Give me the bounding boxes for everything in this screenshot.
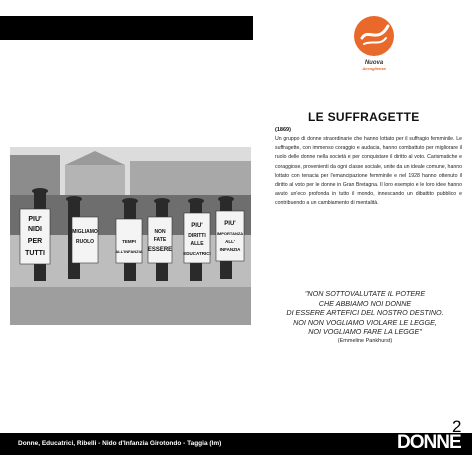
svg-text:INFANZIA: INFANZIA [219, 247, 241, 252]
donne-brand-logo: DONNE [397, 432, 461, 453]
pankhurst-quote [265, 289, 465, 347]
svg-text:PIU': PIU' [224, 221, 236, 227]
svg-text:ESSERE: ESSERE [147, 247, 173, 253]
svg-text:EDUCATRICI: EDUCATRICI [183, 251, 211, 256]
header-bar [0, 16, 253, 40]
quote-line: NOI VOGLIAMO FARE LA LEGGE" [308, 327, 422, 337]
protest-photo-illustration [10, 147, 251, 325]
logo-emblem-icon [348, 14, 400, 60]
quote-line: "NON SOTTOVALUTATE IL POTERE [304, 289, 426, 298]
article-body: Un gruppo di donne straordinarie che hanno lottato per il suffragio femminile. Le suffragette, con immenso coraggio e audacia, hanno combattuto per migliorare il ruolo delle donne nella società e per conquistare il diritto al voto. Carismatiche e coraggiose, provenienti da ogni classe sociale, unite da un ideale comune, hanno lottato con tenacia per l'emancipazione femminile e nel 1928 hanno ottenuto il diritto al voto per le donne in Gran Bretagna. Il loro esempio e le loro idee hanno avuto un'eco profonda in tutto il mondo, innescando un dibattito pubblico e contribuendo a un cambiamento di mentalità. [275, 136, 462, 207]
svg-text:TEMPI: TEMPI [122, 239, 136, 244]
svg-text:PIU': PIU' [191, 223, 203, 229]
svg-text:PER: PER [27, 238, 43, 245]
svg-text:IMPORTANZA: IMPORTANZA [216, 231, 244, 236]
quote-line: CHE ABBIAMO NOI DONNE [318, 298, 412, 308]
svg-text:TUTTI: TUTTI [25, 250, 45, 257]
svg-text:RUOLO: RUOLO [75, 239, 95, 245]
suffragette-photo [10, 147, 251, 325]
logo-name: Nuova [364, 60, 384, 66]
logo-wordmark [348, 60, 400, 72]
article-year: (1869) [275, 127, 291, 133]
svg-text:PIU': PIU' [28, 216, 42, 223]
svg-text:ALL'INFANZIA: ALL'INFANZIA [115, 249, 143, 254]
quote-line: NOI NON VOGLIAMO VIOLARE LE LEGGE, [293, 317, 437, 327]
svg-text:DIRITTI: DIRITTI [188, 233, 206, 239]
footer-caption: Donne, Educatrici, Ribelli - Nido d'Infanzia Girotondo - Taggia (Im) [18, 440, 222, 447]
quote-line: DI ESSERE ARTEFICI DEL NOSTRO DESTINO. [286, 308, 444, 318]
quote-author: (Emmeline Pankhurst) [337, 337, 393, 344]
svg-text:NIDI: NIDI [28, 226, 42, 233]
svg-text:ALLE: ALLE [190, 241, 204, 247]
svg-text:ALL': ALL' [225, 239, 235, 244]
logo-subtitle: Accoglienza [362, 66, 386, 71]
article-title: LE SUFFRAGETTE [308, 110, 420, 124]
nuova-accoglienza-logo [348, 14, 400, 74]
svg-text:MIGLIAMO: MIGLIAMO [72, 229, 98, 235]
brand-superscript: 2 [452, 417, 462, 436]
svg-text:NON: NON [154, 229, 166, 235]
svg-text:FATE: FATE [153, 237, 167, 243]
